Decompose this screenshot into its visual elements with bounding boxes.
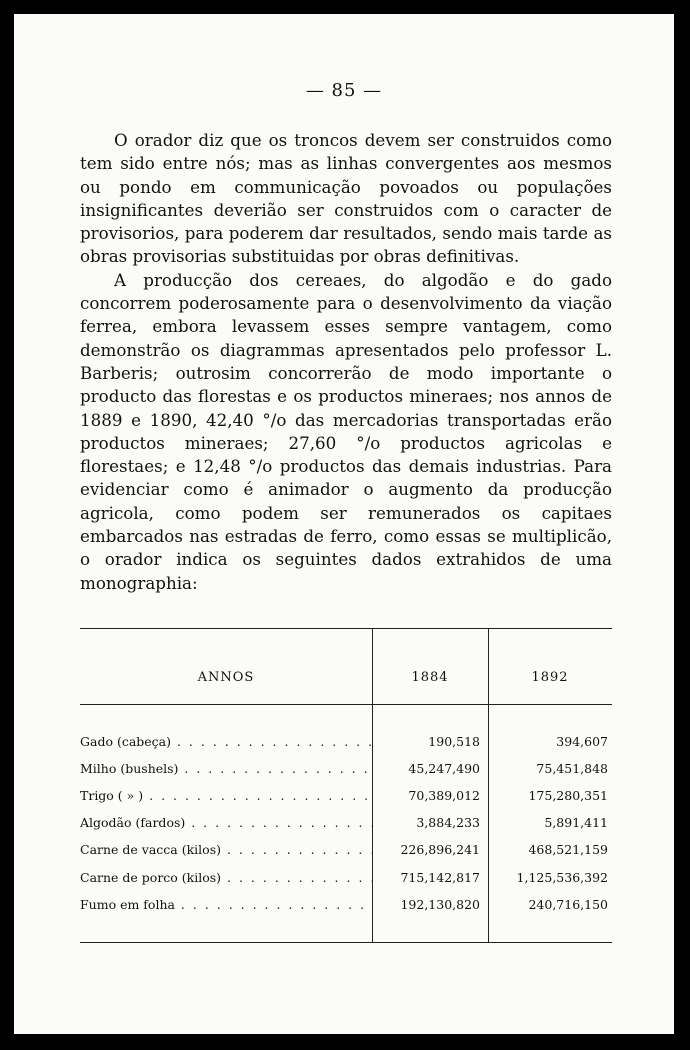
value-1884: 226,896,241: [400, 842, 480, 857]
value-1884: 70,389,012: [408, 788, 480, 803]
value-1892: 75,451,848: [536, 761, 608, 776]
row-label: Milho (bushels) . . .: [80, 756, 372, 782]
value-1892: 5,891,411: [544, 815, 608, 830]
row-label: Trigo ( » ) . . .: [80, 783, 372, 809]
table-top-rule: [80, 628, 612, 629]
row-label: Algodão (fardos) . . .: [80, 810, 372, 836]
book-page: [14, 14, 674, 1034]
table-row: [80, 783, 612, 809]
body-text: [80, 129, 612, 595]
table-row: [80, 837, 612, 863]
table-header-1884: 1884: [411, 670, 449, 685]
row-label: Carne de porco (kilos) . . .: [80, 865, 372, 891]
row-label: Fumo em folha . . .: [80, 892, 372, 918]
value-1884: 715,142,817: [400, 870, 480, 885]
table-header-annos: ANNOS: [197, 670, 255, 685]
table-row: [80, 810, 612, 836]
value-1892: 240,716,150: [528, 897, 608, 912]
table-row: [80, 865, 612, 891]
value-1884: 190,518: [428, 734, 480, 749]
table-header-rule: [80, 704, 612, 705]
value-1884: 192,130,820: [400, 897, 480, 912]
value-1884: 3,884,233: [416, 815, 480, 830]
table-bottom-rule: [80, 942, 612, 943]
page-number: — 85 —: [305, 80, 383, 101]
table-row: [80, 892, 612, 918]
value-1892: 1,125,536,392: [516, 870, 608, 885]
value-1892: 468,521,159: [528, 842, 608, 857]
paragraph: O orador diz que os troncos devem ser construidos como tem sido entre nós; mas as linhas convergentes aos mesmos ou pondo em communicação povoados ou populações insignificantes deverião ser construidos com o caracter de provisorios, para poderem dar resultados, sendo mais tarde as obras provisorias substituidas por obras definitivas.: [80, 130, 612, 267]
table-header-1892: 1892: [531, 670, 569, 685]
value-1892: 175,280,351: [528, 788, 608, 803]
table-row: [80, 729, 612, 755]
value-1884: 45,247,490: [408, 761, 480, 776]
row-label: Carne de vacca (kilos) . . .: [80, 837, 372, 863]
value-1892: 394,607: [556, 734, 608, 749]
table-row: [80, 756, 612, 782]
paragraph: A producção dos cereaes, do algodão e do gado concorrem poderosamente para o desenvolvimento da viação ferrea, embora levassem esses sempre vantagem, como demonstrão os diagrammas apresentados pelo professor L. Barberis; outrosim concorrerão de modo importante o producto das florestas e os productos mineraes; nos annos de 1889 e 1890, 42,40 °/o das mercadorias transportadas erão productos mineraes; 27,60 °/o productos agricolas e florestaes; e 12,48 °/o productos das demais industrias. Para evidenciar como é animador o augmento da producção agricola, como podem ser remunerados os capitaes embarcados nas estradas de ferro, como essas se multiplicão, o orador indica os seguintes dados extrahidos de uma monographia:: [80, 269, 612, 593]
row-label: Gado (cabeça) . . .: [80, 729, 372, 755]
